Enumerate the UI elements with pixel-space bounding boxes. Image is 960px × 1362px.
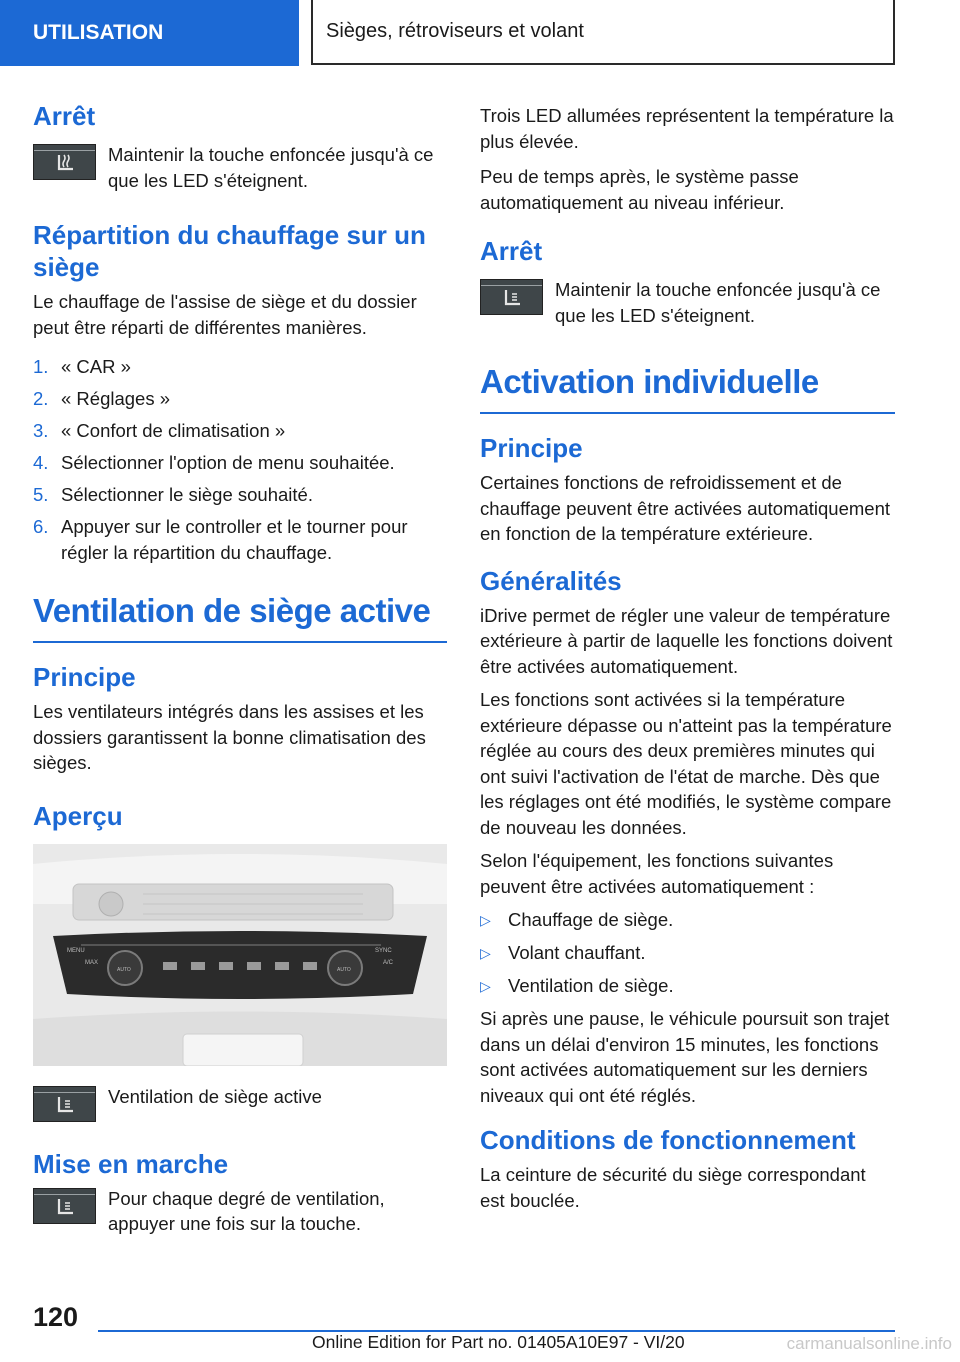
heading-activation: Activation individuelle <box>480 362 895 414</box>
list-item: ▷ Chauffage de siège. <box>480 907 895 934</box>
page-number: 120 <box>33 1302 79 1332</box>
right-p2: Peu de temps après, le système passe automatiquement au niveau inférieur. <box>480 166 799 213</box>
photo-label-ac: A/C <box>383 959 394 966</box>
section-tab <box>0 0 299 66</box>
chapter-tab <box>311 0 895 65</box>
section-title: UTILISATION <box>33 21 164 44</box>
conditions-text: La ceinture de sécurité du siège correspondant est bouclée. <box>480 1164 866 1211</box>
auto-functions-list <box>480 907 895 1000</box>
heading-principe-right: Principe <box>480 433 583 463</box>
gen-p2: Les fonctions sont activées si la température extérieure dépasse ou n'atteint pas la température réglée au cours des deux premières minutes qui ont suivi l'activation de l'état de marche. Dès que les réglages ont été modifiés, le système compare de nouveau les données. <box>480 689 892 838</box>
list-item: 5. Sélectionner le siège souhaité. <box>33 484 313 505</box>
triangle-right-icon: ▷ <box>480 978 491 994</box>
arret-right-instruction <box>480 277 895 328</box>
photo-label-menu: MENU <box>67 947 85 954</box>
list-item: 4. Sélectionner l'option de menu souhaitée. <box>33 452 395 473</box>
list-item: ▷ Ventilation de siège. <box>480 973 895 1000</box>
climate-panel-photo <box>33 844 447 1066</box>
gen-p4: Si après une pause, le véhicule poursuit son trajet dans un délai d'environ 15 minutes, les fonctions sont activées automatiquement sur les derniers niveaux qui ont été réglés. <box>480 1008 890 1106</box>
triangle-right-icon: ▷ <box>480 945 491 961</box>
photo-caption-row <box>33 1084 447 1122</box>
right-p1: Trois LED allumées représentent la température la plus élevée. <box>480 105 894 152</box>
gen-p1: iDrive permet de régler une valeur de température extérieure à partir de laquelle les fonctions doivent être activées automatiquement. <box>480 604 893 677</box>
seat-heating-icon <box>33 144 96 180</box>
arret-text: Maintenir la touche enfoncée jusqu'à ce que les LED s'éteignent. <box>108 144 434 191</box>
list-item: 1. « CAR » <box>33 356 131 377</box>
chapter-title: Sièges, rétroviseurs et volant <box>326 20 584 42</box>
repartition-intro: Le chauffage de l'assise de siège et du dossier peut être réparti de différentes manières. <box>33 291 417 338</box>
list-item: 6. Appuyer sur le controller et le tourner pour régler la répartition du chauffage. <box>33 516 408 563</box>
list-item: 3. « Confort de climatisation » <box>33 420 286 441</box>
photo-label-auto-right: AUTO <box>337 966 351 973</box>
heading-mise-en-marche: Mise en marche <box>33 1148 229 1179</box>
photo-label-sync: SYNC <box>375 947 392 954</box>
arret-instruction <box>33 142 447 193</box>
heading-principe: Principe <box>33 662 136 692</box>
edition-info: Online Edition for Part no. 01405A10E97 - VI/20 <box>312 1332 685 1352</box>
seat-ventilation-icon <box>33 1188 96 1224</box>
heading-apercu: Aperçu <box>33 800 123 831</box>
right-column <box>480 103 895 1221</box>
photo-caption: Ventilation de siège active <box>108 1085 322 1107</box>
gen-p3: Selon l'équipement, les fonctions suivantes peuvent être activées automatiquement : <box>480 850 834 897</box>
list-item: ▷ Volant chauffant. <box>480 940 895 967</box>
seat-ventilation-icon <box>480 279 543 315</box>
photo-label-auto-left: AUTO <box>117 966 131 973</box>
heading-arret-right: Arrêt <box>480 236 543 266</box>
heading-conditions: Conditions de fonctionnement <box>480 1125 856 1155</box>
watermark: carmanualsonline.info <box>786 1334 952 1353</box>
seat-ventilation-icon <box>33 1086 96 1122</box>
principe-text: Les ventilateurs intégrés dans les assises et les dossiers garantissent la bonne climatisation des sièges. <box>33 701 426 773</box>
heading-repartition: Répartition du chauffage sur un siège <box>33 220 426 282</box>
arret-right-text: Maintenir la touche enfoncée jusqu'à ce que les LED s'éteignent. <box>555 279 881 326</box>
left-column <box>33 100 447 1257</box>
mise-instruction <box>33 1186 447 1237</box>
heading-generalites: Généralités <box>480 565 622 596</box>
principe-right-text: Certaines fonctions de refroidissement et de chauffage peuvent être activées automatiquement en fonction de la température extérieure. <box>480 472 891 544</box>
heading-arret: Arrêt <box>33 101 96 131</box>
photo-label-max: MAX <box>85 959 99 966</box>
heading-ventilation: Ventilation de siège active <box>33 591 447 643</box>
mise-text: Pour chaque degré de ventilation, appuyer une fois sur la touche. <box>108 1187 385 1234</box>
triangle-right-icon: ▷ <box>480 912 491 928</box>
list-item: 2. « Réglages » <box>33 388 171 409</box>
steps-list <box>33 354 447 565</box>
